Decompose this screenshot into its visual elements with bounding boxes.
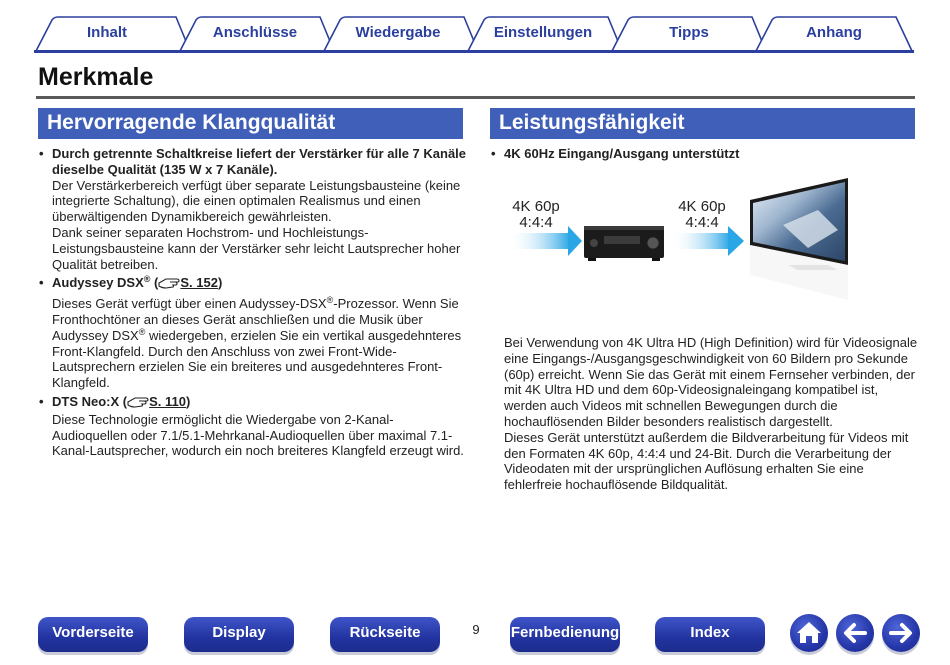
text-part: -Prozessor. Wenn Sie Fronthochtöner an dieses Gerät anschließen und die Musik über Audyssey DSX bbox=[52, 296, 459, 343]
output-format-chroma: 4:4:4 bbox=[685, 214, 719, 231]
list-item-title: • Durch getrennte Schaltkreise liefert der Verstärker für alle 7 Kanäle dieselbe Qualität (135 W x 7 Kanäle). bbox=[38, 146, 466, 178]
input-format-res: 4K 60p bbox=[512, 198, 560, 215]
home-icon bbox=[790, 614, 828, 652]
dts-neox-title: DTS Neo:X bbox=[52, 393, 120, 409]
registered-mark: ® bbox=[143, 274, 151, 285]
page-link-110[interactable]: S. 110 bbox=[149, 393, 186, 409]
output-format-label bbox=[674, 199, 730, 231]
tv-image bbox=[750, 178, 848, 300]
tab-inhalt[interactable]: Inhalt bbox=[87, 24, 127, 41]
paragraph: Bei Verwendung von 4K Ultra HD (High Definition) wird für Videosignale eine Eingangs-/Ausgangsgeschwindigkeit von 60 Bildern pro Sekunde (60p) erreicht. Wenn Sie das Gerät mit einem Fernseher verbinden, der mit 4K Ultra HD und dem 60p-Videosignaleingang kompatibel ist, werden auch Videos mit schnellen Bewegungen durch die hochauflösenden Bilder besonders realistisch dargestellt. bbox=[504, 335, 918, 429]
page-title: Merkmale bbox=[38, 63, 154, 91]
left-column bbox=[38, 146, 466, 459]
vorderseite-button[interactable]: Vorderseite bbox=[38, 617, 148, 652]
registered-mark: ® bbox=[326, 295, 334, 306]
arrow-left-icon bbox=[836, 614, 874, 652]
audyssey-dsx-title: Audyssey DSX bbox=[52, 275, 144, 291]
pointing-hand-icon bbox=[127, 395, 149, 412]
right-column-bullet bbox=[490, 146, 918, 162]
display-button[interactable]: Display bbox=[184, 617, 294, 652]
right-column-text bbox=[504, 335, 918, 493]
list-item-title: • DTS Neo:X ( S. 110) bbox=[38, 394, 466, 412]
list-item-text bbox=[38, 296, 466, 391]
tab-tipps[interactable]: Tipps bbox=[669, 24, 709, 41]
4k-signal-diagram bbox=[498, 170, 858, 310]
list-item-title: • 4K 60Hz Eingang/Ausgang unterstützt bbox=[490, 146, 918, 162]
input-format-label bbox=[508, 199, 564, 231]
text-part: Dieses Gerät verfügt über einen Audyssey-DSX bbox=[52, 296, 327, 312]
registered-mark: ® bbox=[138, 326, 146, 337]
diagram-graphic bbox=[498, 170, 858, 310]
section-heading-performance: Leistungsfähigkeit bbox=[490, 108, 915, 139]
list-item-title: • Audyssey DSX® ( S. 152) bbox=[38, 275, 466, 293]
arrow-right-icon bbox=[882, 614, 920, 652]
tab-anschluesse[interactable]: Anschlüsse bbox=[212, 24, 298, 41]
av-receiver-image bbox=[584, 226, 664, 261]
section-heading-sound-quality: Hervorragende Klangqualität bbox=[38, 108, 463, 139]
tab-wiedergabe[interactable]: Wiedergabe bbox=[355, 24, 441, 41]
list-item-text: Diese Technologie ermöglicht die Wiedergabe von 2-Kanal-Audioquellen oder 7.1/5.1-Mehrkanal-Audioquellen über maximal 7.1-Kanal-Lautsprecher, wodurch ein noch breiteres Klangfeld erzeugt wird. bbox=[52, 411, 464, 459]
page-number: 9 bbox=[472, 622, 480, 637]
tab-einstellungen[interactable]: Einstellungen bbox=[493, 24, 593, 41]
rueckseite-button[interactable]: Rückseite bbox=[330, 617, 440, 652]
title-divider bbox=[36, 96, 915, 99]
list-item-text: Dank seiner separaten Hochstrom- und Hochleistungs-Leistungsbausteine kann der Verstärker sehr leicht Lautsprecher hoher Qualität betreiben. bbox=[52, 224, 461, 272]
forward-button[interactable] bbox=[882, 614, 920, 652]
pointing-hand-icon bbox=[158, 276, 180, 293]
page-link-152[interactable]: S. 152 bbox=[180, 275, 218, 291]
index-button[interactable]: Index bbox=[655, 617, 765, 652]
fernbedienung-button[interactable]: Fernbedienung bbox=[510, 617, 620, 652]
top-tab-bar bbox=[0, 0, 950, 56]
paragraph: Dieses Gerät unterstützt außerdem die Bildverarbeitung für Videos mit den Formaten 4K 60p, 4:4:4 und 24-Bit. Durch die Verarbeitung der Videodaten mit der ursprünglichen Auflösung erhalten Sie eine fehlerfreie hochauflösende Bildqualität. bbox=[504, 429, 909, 493]
tab-anhang[interactable]: Anhang bbox=[806, 24, 862, 41]
output-format-res: 4K 60p bbox=[678, 198, 726, 215]
back-button[interactable] bbox=[836, 614, 874, 652]
list-item-text: Der Verstärkerbereich verfügt über separate Leistungsbausteine (keine integrierte Schaltung), die einen optimalen Realismus und einen überwältigenden Dynamikbereich gewährleisten. bbox=[52, 177, 461, 225]
home-button[interactable] bbox=[790, 614, 828, 652]
input-format-chroma: 4:4:4 bbox=[519, 214, 553, 231]
text-part: wiedergeben, erzielen Sie ein vertikal ausgedehnteres Front-Klangfeld. Durch den Anschluss von zwei Front-Wide-Lautsprechern erzielen Sie ein breiteres und ausgedehnteres Front-Klangfeld. bbox=[52, 327, 462, 391]
